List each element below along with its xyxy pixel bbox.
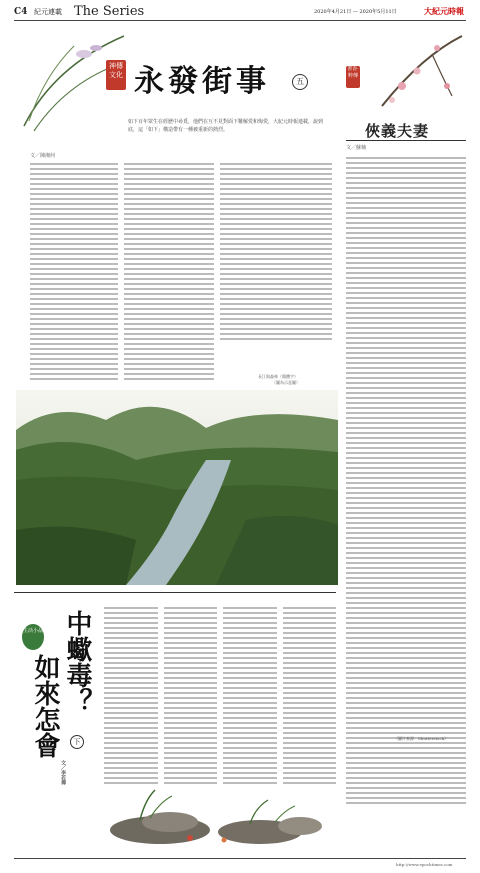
bottom-author: 文／李若禪 xyxy=(60,760,66,785)
bottom-column-3 xyxy=(223,604,277,784)
footer-url[interactable]: http://www.epochtimes.com xyxy=(396,862,453,867)
section-name: 紀元連載 xyxy=(34,8,62,16)
right-author: 文／蘇楠 xyxy=(346,145,367,151)
river-forest-photo xyxy=(16,390,338,585)
main-seal: 神傳文化 xyxy=(106,60,126,90)
main-column-3 xyxy=(220,160,332,390)
main-column-2 xyxy=(124,160,214,390)
bottom-seal: 生活小品 xyxy=(22,624,44,650)
bottom-credit: （圖片來源：Shutterstock） xyxy=(394,736,449,741)
main-column-1 xyxy=(30,160,118,390)
right-column-body xyxy=(346,154,466,734)
right-title: 俠義夫妻 xyxy=(365,122,430,140)
rocks-plants-illustration xyxy=(100,780,340,850)
main-title: 永發街事 xyxy=(134,64,270,99)
bottom-column-1 xyxy=(104,604,158,784)
paper-logo: 大紀元時報 xyxy=(424,6,464,16)
photo-credit: （圖為示意圖） xyxy=(272,380,300,385)
footer-rule xyxy=(14,858,466,859)
page-header xyxy=(14,6,466,21)
main-author: 文／陳湘何 xyxy=(30,153,56,159)
photo-caption: 長江與森林（簡體字） xyxy=(258,374,298,379)
bottom-column-4 xyxy=(283,604,337,784)
main-intro: 如下百年眾生在經歷中尋覓，他們在互不見對面下難解愛和悔愛，大紀元時報連載，說到底，這「如下」構造帶有一種被重新的熱烈。 xyxy=(128,119,324,133)
bottom-title-part1: 中蠍毒？ xyxy=(62,610,92,714)
page-number: C4 xyxy=(14,7,28,17)
issue-date: 2020年4月21日 — 2020年5月11日 xyxy=(314,9,397,15)
bottom-column-2 xyxy=(164,604,218,784)
bottom-text-columns xyxy=(104,604,336,784)
bottom-title-part2: 如來怎會 xyxy=(30,654,60,758)
right-title-rule xyxy=(346,140,466,141)
section-divider xyxy=(14,592,336,593)
right-seal: 書香·粹傳 xyxy=(346,66,360,88)
bottom-part-number: 下 xyxy=(70,735,84,749)
plum-blossom-illustration xyxy=(362,26,466,122)
part-number: 五 xyxy=(292,74,308,90)
series-title: The Series xyxy=(74,4,145,19)
